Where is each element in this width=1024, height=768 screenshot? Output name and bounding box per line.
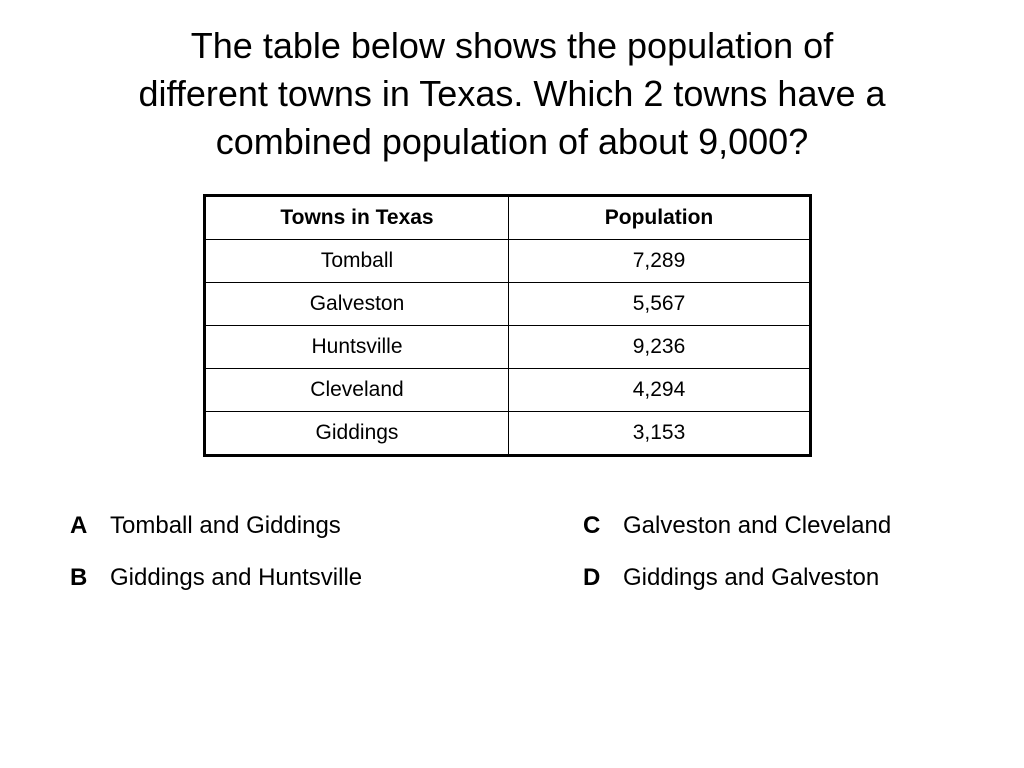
answer-letter: D bbox=[583, 564, 601, 591]
header-population: Population bbox=[509, 196, 811, 240]
answer-letter: C bbox=[583, 512, 601, 539]
answer-option-d[interactable] bbox=[583, 563, 879, 593]
table-row bbox=[205, 326, 811, 369]
question-line: combined population of about 9,000? bbox=[215, 121, 809, 162]
population-table bbox=[203, 194, 812, 457]
answer-option-a[interactable] bbox=[70, 511, 341, 541]
town-cell: Tomball bbox=[205, 240, 509, 283]
town-cell: Huntsville bbox=[205, 326, 509, 369]
population-cell: 4,294 bbox=[509, 369, 811, 412]
table-row bbox=[205, 283, 811, 326]
table-row bbox=[205, 240, 811, 283]
answer-option-b[interactable] bbox=[70, 563, 362, 593]
answer-letter: A bbox=[70, 512, 88, 539]
answer-text: Giddings and Galveston bbox=[623, 564, 880, 591]
header-towns: Towns in Texas bbox=[205, 196, 509, 240]
answer-letter: B bbox=[70, 564, 88, 591]
population-cell: 7,289 bbox=[509, 240, 811, 283]
answer-text: Galveston and Cleveland bbox=[623, 512, 892, 539]
table-row bbox=[205, 369, 811, 412]
table-row bbox=[205, 412, 811, 456]
answer-text: Giddings and Huntsville bbox=[110, 564, 363, 591]
population-cell: 9,236 bbox=[509, 326, 811, 369]
population-cell: 3,153 bbox=[509, 412, 811, 456]
question-line: different towns in Texas. Which 2 towns have a bbox=[138, 73, 886, 114]
population-cell: 5,567 bbox=[509, 283, 811, 326]
question-text bbox=[40, 22, 984, 166]
answer-option-c[interactable] bbox=[583, 511, 891, 541]
answer-text: Tomball and Giddings bbox=[110, 512, 341, 539]
question-line: The table below shows the population of bbox=[190, 25, 834, 66]
town-cell: Cleveland bbox=[205, 369, 509, 412]
town-cell: Giddings bbox=[205, 412, 509, 456]
town-cell: Galveston bbox=[205, 283, 509, 326]
table-header-row bbox=[205, 196, 811, 240]
